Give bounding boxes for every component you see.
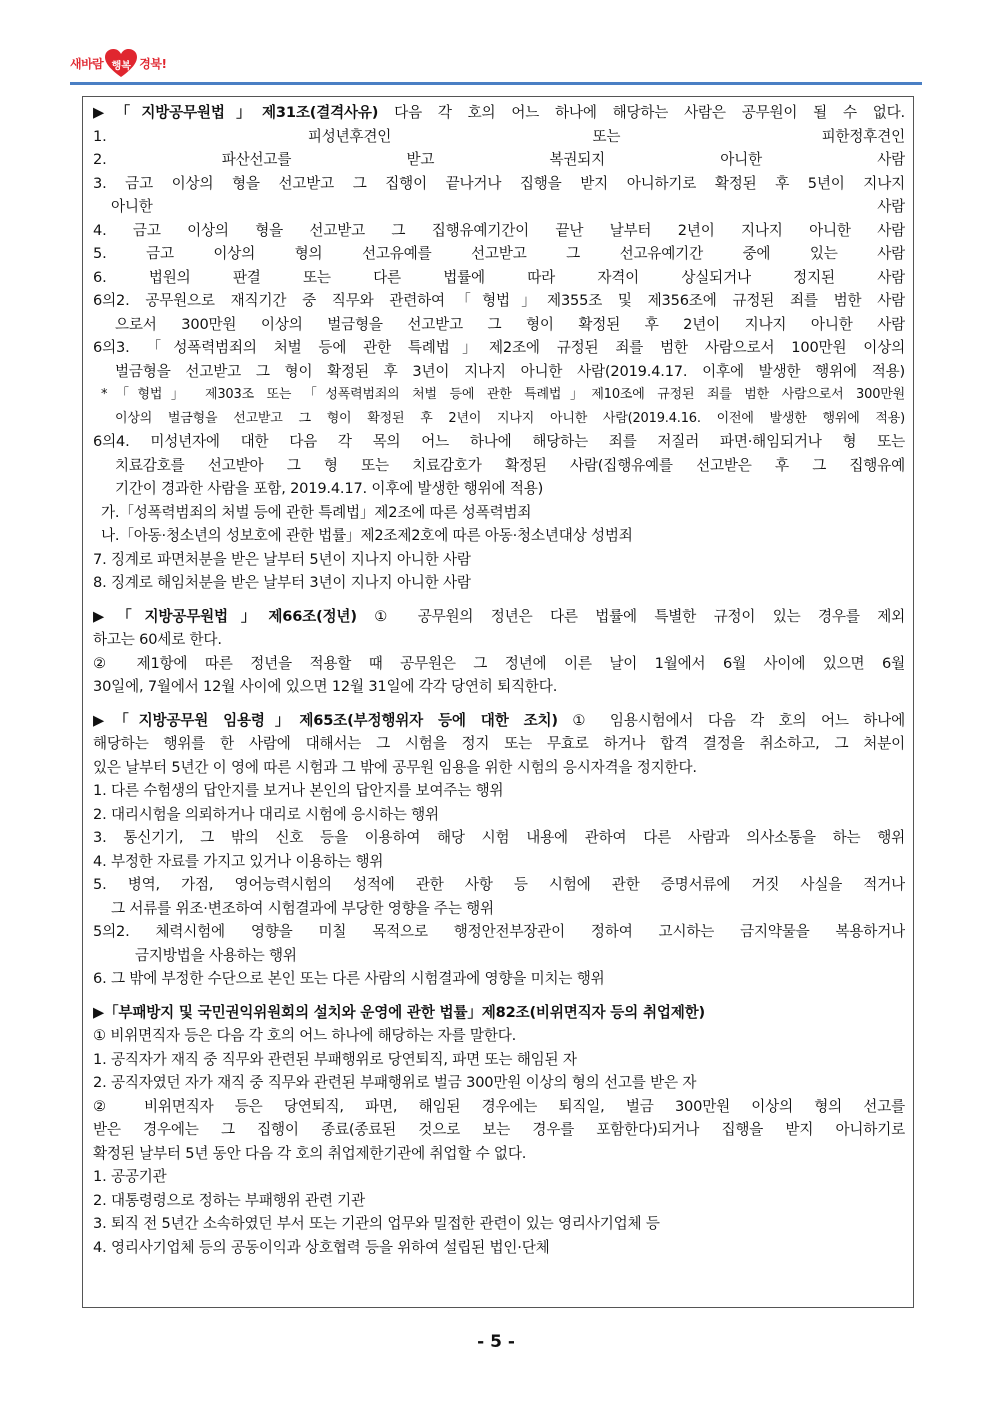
- text-line: 5. 금고 이상의 형의 선고유예를 선고받고 그 선고유예기간 중에 있는 사람: [93, 245, 905, 262]
- text-line: 확정된 날부터 5년 동안 다음 각 호의 취업제한기관에 취업할 수 없다.: [93, 1144, 527, 1162]
- text-line: 4. 금고 이상의 형을 선고받고 그 집행유예기간이 끝난 날부터 2년이 지나지 아니한 사람: [93, 221, 905, 239]
- text-line: 으로서 300만원 이상의 벌금형을 선고받고 그 형이 확정된 후 2년이 지나지 아니한 사람: [115, 315, 905, 333]
- text-line: 2. 대통령령으로 정하는 부패행위 관련 기관: [93, 1191, 365, 1209]
- text-line: 1. 다른 수험생의 답안지를 보거나 본인의 답안지를 보여주는 행위: [93, 782, 504, 799]
- text-line: 2. 대리시험을 의뢰하거나 대리로 시험에 응시하는 행위: [93, 805, 439, 823]
- section-text: ① 임용시험에서 다음 각 호의 어느 하나에: [572, 711, 905, 729]
- text-line: 8. 징계로 해임처분을 받은 날부터 3년이 지나지 아니한 사람: [93, 574, 471, 591]
- text-line: 그 서류를 위조·변조하여 시험결과에 부당한 영향을 주는 행위: [111, 899, 494, 917]
- header-rule: [70, 82, 922, 85]
- text-line: 해당하는 행위를 한 사람에 대해서는 그 시험을 정지 또는 무효로 하거나 합격 결정을 취소하고, 그 처분이: [93, 735, 905, 752]
- text-line: 벌금형을 선고받고 그 형이 확정된 후 3년이 지나지 아니한 사람(2019.4.17. 이후에 발생한 행위에 적용): [115, 362, 905, 380]
- heart-icon: [104, 48, 138, 78]
- text-line: 7. 징계로 파면처분을 받은 날부터 5년이 지나지 아니한 사람: [93, 550, 471, 568]
- section-heading-line: [93, 1001, 905, 1025]
- text-line: 4. 영리사기업체 등의 공동이익과 상호협력 등을 위하여 설립된 법인·단체: [93, 1238, 550, 1256]
- section-gap: [93, 699, 905, 709]
- section-text: 다음 각 호의 어느 하나에 해당하는 사람은 공무원이 될 수 없다.: [394, 104, 905, 121]
- text-line: 3. 통신기기, 그 밖의 신호 등을 이용하여 해당 시험 내용에 관하여 다른 사람과 의사소통을 하는 행위: [93, 829, 905, 846]
- text-line: 가.「성폭력범죄의 처벌 등에 관한 특례법」제2조에 따른 성폭력범죄: [101, 503, 532, 521]
- text-line: 1. 공공기관: [93, 1168, 167, 1185]
- text-line: 나.「아동·청소년의 성보호에 관한 법률」제2조제2호에 따른 아동·청소년대상 성범죄: [101, 527, 633, 544]
- text-line: 있은 날부터 5년간 이 영에 따른 시험과 그 밖에 공무원 임용을 위한 시험의 응시자격을 정지한다.: [93, 758, 697, 776]
- text-line: 2. 파산선고를 받고 복권되지 아니한 사람: [93, 151, 905, 168]
- text-line: 3. 퇴직 전 5년간 소속하였던 부서 또는 기관의 업무와 밀접한 관련이 있는 영리사기업체 등: [93, 1215, 660, 1232]
- text-line: 3. 금고 이상의 형을 선고받고 그 집행이 끝나거나 집행을 받지 아니하기로 확정된 후 5년이 지나지: [93, 174, 905, 192]
- text-line: 받은 경우에는 그 집행이 종료(종료된 것으로 보는 경우를 포함한다)되거나 집행을 받지 아니하기로: [93, 1121, 905, 1138]
- section-heading-line: [93, 605, 905, 629]
- text-line: 1. 피성년후견인 또는 피한정후견인: [93, 127, 905, 145]
- section-text: ① 공무원의 정년은 다른 법률에 특별한 규정이 있는 경우를 제외: [374, 607, 905, 625]
- text-line: ② 제1항에 따른 정년을 적용할 때 공무원은 그 정년에 이른 날이 1월에서 6월 사이에 있으면 6월: [93, 654, 905, 672]
- section-heading: ▶「부패방지 및 국민권익위원회의 설치와 운영에 관한 법률」제82조(비위면직자 등의 취업제한): [93, 1003, 706, 1021]
- text-line: 6의2. 공무원으로 재직기간 중 직무와 관련하여「형법」제355조 및 제356조에 규정된 죄를 범한 사람: [93, 292, 905, 309]
- section-heading: ▶「지방공무원 임용령」제65조(부정행위자 등에 대한 조치): [93, 711, 558, 729]
- text-line: 기간이 경과한 사람을 포함, 2019.4.17. 이후에 발생한 행위에 적용): [115, 480, 544, 497]
- logo: [70, 48, 166, 78]
- text-line: 6의4. 미성년자에 대한 다음 각 목의 어느 하나에 해당하는 죄를 저질러 파면·해임되거나 형 또는: [93, 433, 905, 450]
- text-line: 6. 법원의 판결 또는 다른 법률에 따라 자격이 상실되거나 정지된 사람: [93, 268, 905, 286]
- section-heading: ▶「지방공무원법」제31조(결격사유): [93, 104, 379, 121]
- logo-text-right: 경북!: [139, 56, 167, 71]
- text-line: 2. 공직자였던 자가 재직 중 직무와 관련된 부패행위로 벌금 300만원 이상의 형의 선고를 받은 자: [93, 1074, 697, 1091]
- text-line: *「형법」 제303조 또는 「성폭력범죄의 처벌 등에 관한 특례법」제10조에 규정된 죄를 범한 사람으로서 300만원: [101, 387, 905, 402]
- text-line: 30일에, 7월에서 12월 사이에 있으면 12월 31일에 각각 당연히 퇴직한다.: [93, 678, 558, 695]
- text-line: ② 비위면직자 등은 당연퇴직, 파면, 해임된 경우에는 퇴직일, 벌금 300만원 이상의 형의 선고를: [93, 1097, 905, 1115]
- text-line: ① 비위면직자 등은 다음 각 호의 어느 하나에 해당하는 자를 말한다.: [93, 1027, 517, 1044]
- text-line: 5의2. 체력시험에 영향을 미칠 목적으로 행정안전부장관이 정하여 고시하는 금지약물을 복용하거나: [93, 923, 905, 940]
- text-line: 6. 그 밖에 부정한 수단으로 본인 또는 다른 사람의 시험결과에 영향을 미치는 행위: [93, 970, 605, 987]
- section-gap: [93, 595, 905, 605]
- text-line: 하고는 60세로 한다.: [93, 631, 222, 648]
- text-line: 치료감호를 선고받아 그 형 또는 치료감호가 확정된 사람(집행유예를 선고받은 후 그 집행유예: [115, 456, 905, 474]
- text-line: 4. 부정한 자료를 가지고 있거나 이용하는 행위: [93, 852, 384, 870]
- text-line: 5. 병역, 가점, 영어능력시험의 성적에 관한 사항 등 시험에 관한 증명서류에 거짓 사실을 적거나: [93, 876, 905, 893]
- text-line: 금지방법을 사용하는 행위: [135, 946, 297, 964]
- text-line: 아니한 사람: [111, 198, 905, 215]
- text-line: 이상의 벌금형을 선고받고 그 형이 확정된 후 2년이 지나지 아니한 사람(2019.4.16. 이전에 발생한 행위에 적용): [115, 410, 905, 426]
- text-line: 1. 공직자가 재직 중 직무와 관련된 부패행위로 당연퇴직, 파면 또는 해임된 자: [93, 1050, 577, 1068]
- section-heading-line: [93, 101, 905, 125]
- logo-text-center: 행복: [111, 61, 131, 72]
- text-line: 6의3. 「성폭력범죄의 처벌 등에 관한 특례법」제2조에 규정된 죄를 범한 사람으로서 100만원 이상의: [93, 339, 905, 356]
- content-frame: [82, 96, 914, 1308]
- section-heading: ▶「지방공무원법」제66조(정년): [93, 607, 357, 625]
- section-heading-line: [93, 709, 905, 733]
- page-number: - 5 -: [477, 1332, 515, 1352]
- logo-text-left: 새바람: [70, 56, 104, 71]
- section-gap: [93, 991, 905, 1001]
